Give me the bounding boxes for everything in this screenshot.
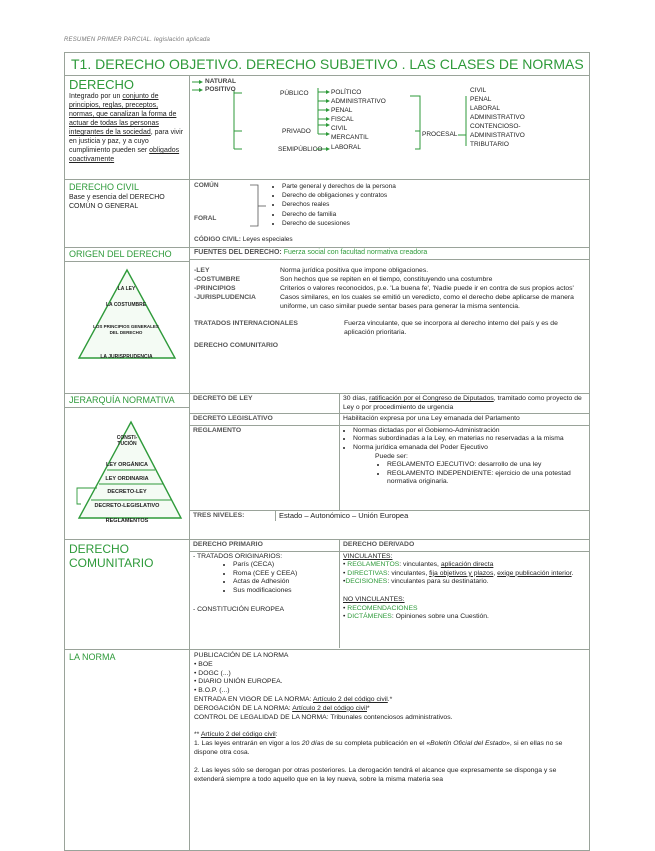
constitucion-europea: - CONSTITUCIÓN EUROPEA [193,605,285,613]
directivas-b: fija objetivos y plazos [429,569,494,577]
tres-niveles-value: Estado – Autonómico – Unión Europea [279,510,409,520]
comunitario-header-row [190,540,589,552]
derecho-tree-connectors [190,76,589,179]
recomendaciones-label: RECOMENDACIONES [347,604,418,612]
reglamento-item: • Normas dictadas por el Gobierno-Administración [353,427,586,436]
primario-title: DERECHO PRIMARIO [190,540,340,551]
jerarquia-level: REGLAMENTOS [105,518,149,524]
reglamento-row [190,426,589,511]
fuentes-value: Fuerza social con facultad normativa creadora [281,249,428,256]
reglamento-item: • Normas subordinadas a la Ley, en materias no reservadas a la misma [353,435,586,444]
jerarquia-level: LEY ORGÁNICA [105,462,149,468]
publico-item: FISCAL [331,116,354,123]
norma-right [190,650,589,850]
comunitario-body [190,552,589,648]
procesal-label: PROCESAL [422,131,458,138]
reglamento-label: REGLAMENTO [190,426,340,510]
directivas-e: . [571,569,574,577]
fuente-row [194,275,585,284]
civil-heading: DERECHO CIVIL [69,182,140,192]
articulo-title [194,731,585,740]
tres-niveles-row [190,511,589,522]
derogacion-a: DEROGACIÓN DE LA NORMA: [194,704,293,712]
publicacion-label: PUBLICACIÓN DE LA NORMA [194,652,289,659]
decreto-leg-value: Habilitación expresa por una Ley emanada del Parlamento [343,415,520,423]
publico-item: ADMINISTRATIVO [331,98,386,105]
jerarquia-level: DECRETO-LEGISLATIVO [94,503,160,509]
procesal-item: ADMINISTRATIVO [470,132,525,139]
privado-item: MERCANTIL [331,134,369,141]
pub-item-text: DIARIO UNIÓN EUROPEA. [198,678,283,686]
natural-label: NATURAL [205,78,236,85]
jerarquia-left [65,394,190,539]
fuente-def: Criterios o valores reconocidos, p.e. 'La buena fe', 'Nadie puede ir en contra de sus propios actos' [280,284,574,292]
pub-item: • DOGC (...) [194,669,231,677]
civil-item: • Parte general y derechos de la persona [282,182,396,191]
fuente-row [194,266,585,275]
no-vinculantes-label: NO VINCULANTES: [343,595,405,603]
pyramid-level: LOS PRINCIPIOS GENERALES DEL DERECHO [93,324,159,335]
procesal-item: CIVIL [470,87,487,94]
codigo-civil-label: CÓDIGO CIVIL: [194,236,241,243]
entrada-a: ENTRADA EN VIGOR DE LA NORMA: [194,695,313,703]
fuente-term: -PRINCIPIOS [194,284,236,292]
jerarquia-right [190,394,589,539]
dictamenes-label: DICTÁMENES [347,613,392,621]
publico-label: PÚBLICO [280,90,309,97]
publico-items [331,88,386,152]
foral-label: FORAL [194,215,217,222]
reglamentos-label: REGLAMENTOS [347,561,400,569]
decreto-ley-c: , tramitado como proyecto de Ley o por procedimiento de urgencia [343,395,582,411]
tratado-item: • París (CECA) [233,561,336,570]
civil-item: • Derecho de familia [282,210,396,219]
fuente-term: -COSTUMBRE [194,275,241,283]
pyramid-level: LA LEY [117,286,136,292]
procesal-item: CONTENCIOSO- [470,123,521,130]
pyramid-level: LA JURISPRUDENCIA [100,354,153,360]
fuentes-list [190,260,589,350]
pub-item: • B.O.P. (...) [194,687,230,695]
publico-item: PENAL [331,107,353,114]
reglamento-subitem: • REGLAMENTO INDEPENDIENTE: ejercicio de una potestad normativa originaria. [387,470,586,487]
section-la-norma [65,650,589,850]
art-b: Artículo 2 del código civil [200,731,276,739]
fuente-row [194,293,585,311]
p1-c: de su completa publicación en el « [323,740,431,748]
civil-left [65,180,190,247]
fuentes-label: FUENTES DEL DERECHO: [194,249,282,256]
derivado-title: DERECHO DERIVADO [343,541,415,548]
derecho-heading: DERECHO [69,77,135,92]
directivas-d: exige publicación interior [497,569,572,577]
civil-right [190,180,589,247]
pub-item: • BOE [194,660,213,668]
decreto-leg-label: DECRETO LEGISLATIVO [190,414,340,425]
laboral-item: LABORAL [331,144,361,151]
page-title: T1. DERECHO OBJETIVO. DERECHO SUBJETIVO . LAS CLASES DE NORMAS [65,53,589,76]
tratados-def: Fuerza vinculante, que se incorpora al derecho interno del país y es de aplicación prioritaria. [344,319,558,336]
derecho-desc-c: , para vivir en justicia y paz, y a cuyo cumplimiento pueden ser [69,129,184,154]
section-derecho-civil [65,180,589,248]
fuentes-row [190,248,589,260]
page-header: RESUMEN PRIMER PARCIAL. legislación aplicada [64,37,211,43]
jerarquia-level: DECRETO-LEY [107,489,147,495]
reglamento-value [340,426,589,510]
decreto-ley-row [190,394,589,414]
origen-right [190,248,589,393]
civil-item: • Derechos reales [282,200,396,209]
procesal-items [470,86,525,149]
tratado-item: • Actas de Adhesión [233,578,336,587]
entrada-b: Artículo 2 del código civil [312,695,388,703]
decreto-ley-b: ratificación por el Congreso de Diputados [369,395,494,402]
vinculantes-label: VINCULANTES: [343,552,393,560]
derogacion-c: * [367,704,370,712]
fuente-term: -LEY [194,266,210,274]
civil-item: • Derecho de obligaciones y contratos [282,191,396,200]
origen-heading: ORIGEN DEL DERECHO [65,248,189,262]
norma-left [65,650,190,850]
comunitario-label: DERECHO COMUNITARIO [194,341,279,349]
fuente-term: -JURISPLUDENCIA [194,293,256,301]
tratados-originarios: - TRATADOS ORIGINARIOS: [193,552,283,560]
tratado-item: • Roma (CEE y CEEA) [233,570,336,579]
control-legalidad: CONTROL DE LEGALIDAD DE LA NORMA: Tribunales contenciosos administrativos. [194,713,453,721]
positivo-label: POSITIVO [205,86,236,93]
origen-pyramid-shape [77,268,177,360]
p1-a: 1. Las leyes entrarán en vigor a los [194,740,302,748]
tratados-items [193,561,336,595]
reglamento-subitem: • REGLAMENTO EJECUTIVO: desarrollo de una ley [387,461,586,470]
comun-label: COMÚN [194,182,219,189]
codigo-civil-value: Leyes especiales [240,236,293,243]
derecho-left [65,76,190,179]
derecho-desc-d: obligados coactivamente [69,147,180,163]
dictamenes-a: : Opiniones sobre una Cuestión. [391,613,489,621]
primario-col [190,552,340,648]
reglamento-item: • Norma jurídica emanada del Poder Ejecutivo [353,444,586,453]
derogacion-b: Artículo 2 del código civil [292,704,368,712]
section-derecho [65,76,589,180]
puede-ser: Puede ser: [375,452,408,460]
tres-niveles-label: TRES NIVELES: [190,511,276,522]
procesal-item: PENAL [470,96,492,103]
comunitario-left [65,540,190,649]
origen-left [65,248,190,393]
articulo-p1 [194,740,585,758]
derecho-description [69,92,185,164]
norma-heading: LA NORMA [69,652,116,662]
semipublico-label: SEMIPÚBLICO [278,146,323,153]
fuente-row [194,284,585,293]
decisiones-a: : vinculantes para su destinatario. [387,578,489,586]
directivas-a: : vinculantes, [387,569,430,577]
decreto-ley-label: DECRETO DE LEY [190,394,340,413]
jerarquia-heading: JERARQUÍA NORMATIVA [65,394,189,408]
p1-e: », si en ellas no se dispone otra cosa. [194,740,563,756]
privado-item: CIVIL [331,125,348,132]
decreto-ley-a: 30 días, [343,395,370,402]
reglamento-subitems [343,461,586,487]
derecho-tree [190,76,589,179]
section-origen [65,248,589,394]
directivas-label: DIRECTIVAS [347,569,388,577]
pyramid-level: LA COSTUMBRE [105,302,147,308]
articulo-p2: 2. Las leyes sólo se derogan por otras posteriores. La derogación tendrá el alcance que expresamente se disponga y se extenderá siempre a todo aquello que en la ley nueva, sobre la misma materia sea [194,766,557,783]
fuente-def: Son hechos que se repiten en el tiempo, constituyendo una costumbre [280,275,493,283]
summary-table [64,52,590,851]
derecho-desc-b: conjunto de principios, reglas, preceptos, normas, que canalizan la forma de actuar de todas las personas integrantes de la sociedad [69,93,177,136]
reglamento-items [343,427,586,453]
civil-description: Base y esencia del DERECHO COMÚN O GENERAL [69,194,165,210]
pub-item-text: DOGC (...) [198,669,231,677]
publico-item: POLÍTICO [331,89,362,96]
tratados-row [194,319,585,337]
pub-item-text: BOE [198,660,213,668]
civil-item: • Derecho de sucesiones [282,219,396,228]
comunitario-heading: DERECHO COMUNITARIO [69,542,154,570]
section-comunitario [65,540,589,650]
civil-items [272,182,396,228]
art-c: : [275,731,278,739]
decisiones-label: DECISIONES [345,578,388,586]
derivado-col [340,552,589,648]
pub-item: • DIARIO UNIÓN EUROPEA. [194,678,283,686]
directivas-line: • DIRECTIVAS: vinculantes, fija objetivos y plazos, exige publicación interior. [343,569,574,577]
p1-b: 20 días [301,740,324,748]
entrada-c: .* [387,695,393,703]
p1-d: Boletín Oficial del Estado [430,740,507,748]
procesal-item: ADMINISTRATIVO [470,114,525,121]
origen-pyramid [65,268,189,364]
procesal-item: TRIBUTARIO [470,141,509,148]
reglamentos-b: aplicación directa [440,561,494,569]
fuente-def: Casos similares, en los cuales se emitió un veredicto, como el derecho debe aplicarse de manera uniforme, un caso similar puede sentar bases para generar la misma sentencia. [280,293,574,310]
section-jerarquia [65,394,589,540]
codigo-civil [194,236,293,244]
derecho-desc-a: Integrado por un [69,93,123,100]
dictamenes-line: • DICTÁMENES: Opiniones sobre una Cuestión. [343,613,489,621]
fuente-def: Norma jurídica positiva que impone obligaciones. [280,266,429,274]
directivas-c: , [493,569,498,577]
decreto-ley-value [340,394,589,413]
comunitario-right [190,540,589,649]
jerarquia-level: CONSTI-TUCIÓN [116,435,138,447]
decreto-leg-row [190,414,589,426]
privado-label: PRIVADO [282,128,311,135]
recomendaciones-line: • RECOMENDACIONES [343,604,418,612]
entrada-vigor [194,696,585,705]
jerarquia-level: LEY ORDINARIA [105,476,149,482]
reglamentos-a: : vinculantes, [399,561,441,569]
jerarquia-pyramid [65,418,189,528]
reglamentos-line: • REGLAMENTOS: vinculantes, aplicación directa [343,561,494,569]
decisiones-line: •DECISIONES: vinculantes para su destinatario. [343,578,489,586]
tratado-item: • Sus modificaciones [233,587,336,596]
derogacion [194,705,585,714]
art-a: ** [194,731,201,739]
pub-item-text: B.O.P. (...) [198,687,230,695]
procesal-item: LABORAL [470,105,500,112]
tratados-label: TRATADOS INTERNACIONALES [194,319,298,327]
